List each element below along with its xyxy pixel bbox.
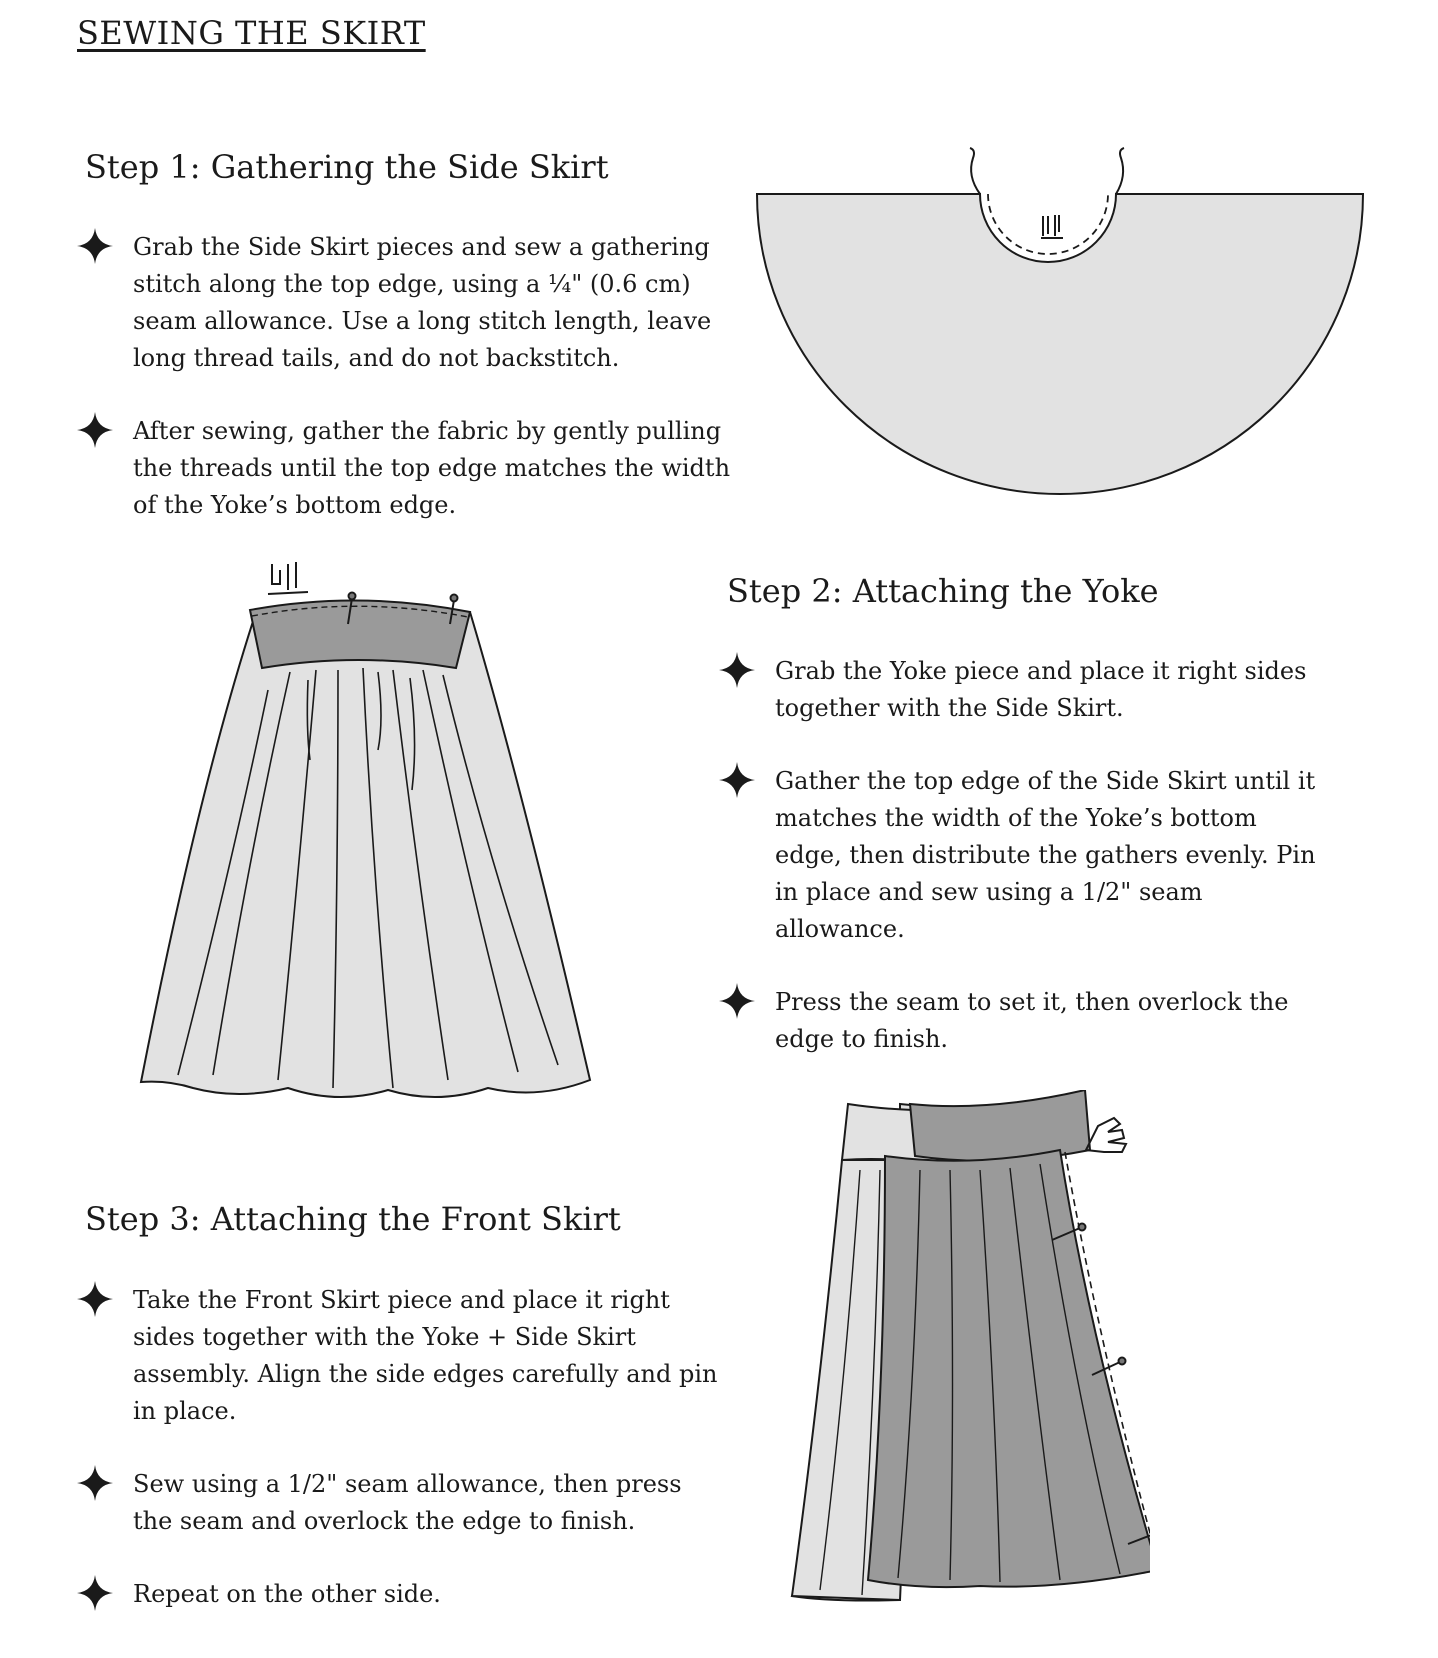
step-2-bullet-2: Gather the top edge of the Side Skirt until it matches the width of the Yoke’s bottom edge, then distribute the gathers evenly. Pin in place and sew using a 1/2" seam allowance.: [722, 763, 1322, 948]
four-point-star-icon: [719, 652, 755, 688]
sewing-machine-foot-icon: [268, 562, 308, 594]
side-skirt-gathering-illustration: [755, 146, 1365, 498]
four-point-star-icon: [77, 412, 113, 448]
step-1-bullet-2: After sewing, gather the fabric by gently pulling the threads until the top edge matches the width of the Yoke’s bottom edge.: [80, 413, 740, 524]
four-point-star-icon: [719, 762, 755, 798]
step-1-heading: Step 1: Gathering the Side Skirt: [85, 148, 609, 186]
sewing-machine-foot-icon: [1086, 1118, 1126, 1152]
step-2-bullet-3: Press the seam to set it, then overlock the edge to finish.: [722, 984, 1322, 1058]
four-point-star-icon: [77, 1575, 113, 1611]
step-3-bullet-3: Repeat on the other side.: [80, 1576, 720, 1613]
step-1-bullet-1: Grab the Side Skirt pieces and sew a gathering stitch along the top edge, using a ¼" (0.6 cm) seam allowance. Use a long stitch length, leave long thread tails, and do not backstitch.: [80, 229, 740, 377]
step-2-list: [722, 653, 1322, 1058]
four-point-star-icon: [77, 1281, 113, 1317]
page-title: SEWING THE SKIRT: [77, 14, 426, 52]
step-3-heading: Step 3: Attaching the Front Skirt: [85, 1200, 621, 1238]
step-3-bullet-1: Take the Front Skirt piece and place it right sides together with the Yoke + Side Skirt assembly. Align the side edges carefully and pin in place.: [80, 1282, 720, 1430]
step-2-bullet-1: Grab the Yoke piece and place it right sides together with the Side Skirt.: [722, 653, 1322, 727]
step-1-list: [80, 229, 740, 524]
four-point-star-icon: [77, 228, 113, 264]
step-3-list: [80, 1282, 720, 1613]
step-3-bullet-2: Sew using a 1/2" seam allowance, then press the seam and overlock the edge to finish.: [80, 1466, 720, 1540]
front-skirt-attach-illustration: [790, 1090, 1150, 1610]
sewing-machine-foot-icon: [1041, 215, 1063, 238]
four-point-star-icon: [719, 983, 755, 1019]
yoke-attach-illustration: [138, 560, 598, 1110]
four-point-star-icon: [77, 1465, 113, 1501]
step-2-heading: Step 2: Attaching the Yoke: [727, 572, 1159, 610]
